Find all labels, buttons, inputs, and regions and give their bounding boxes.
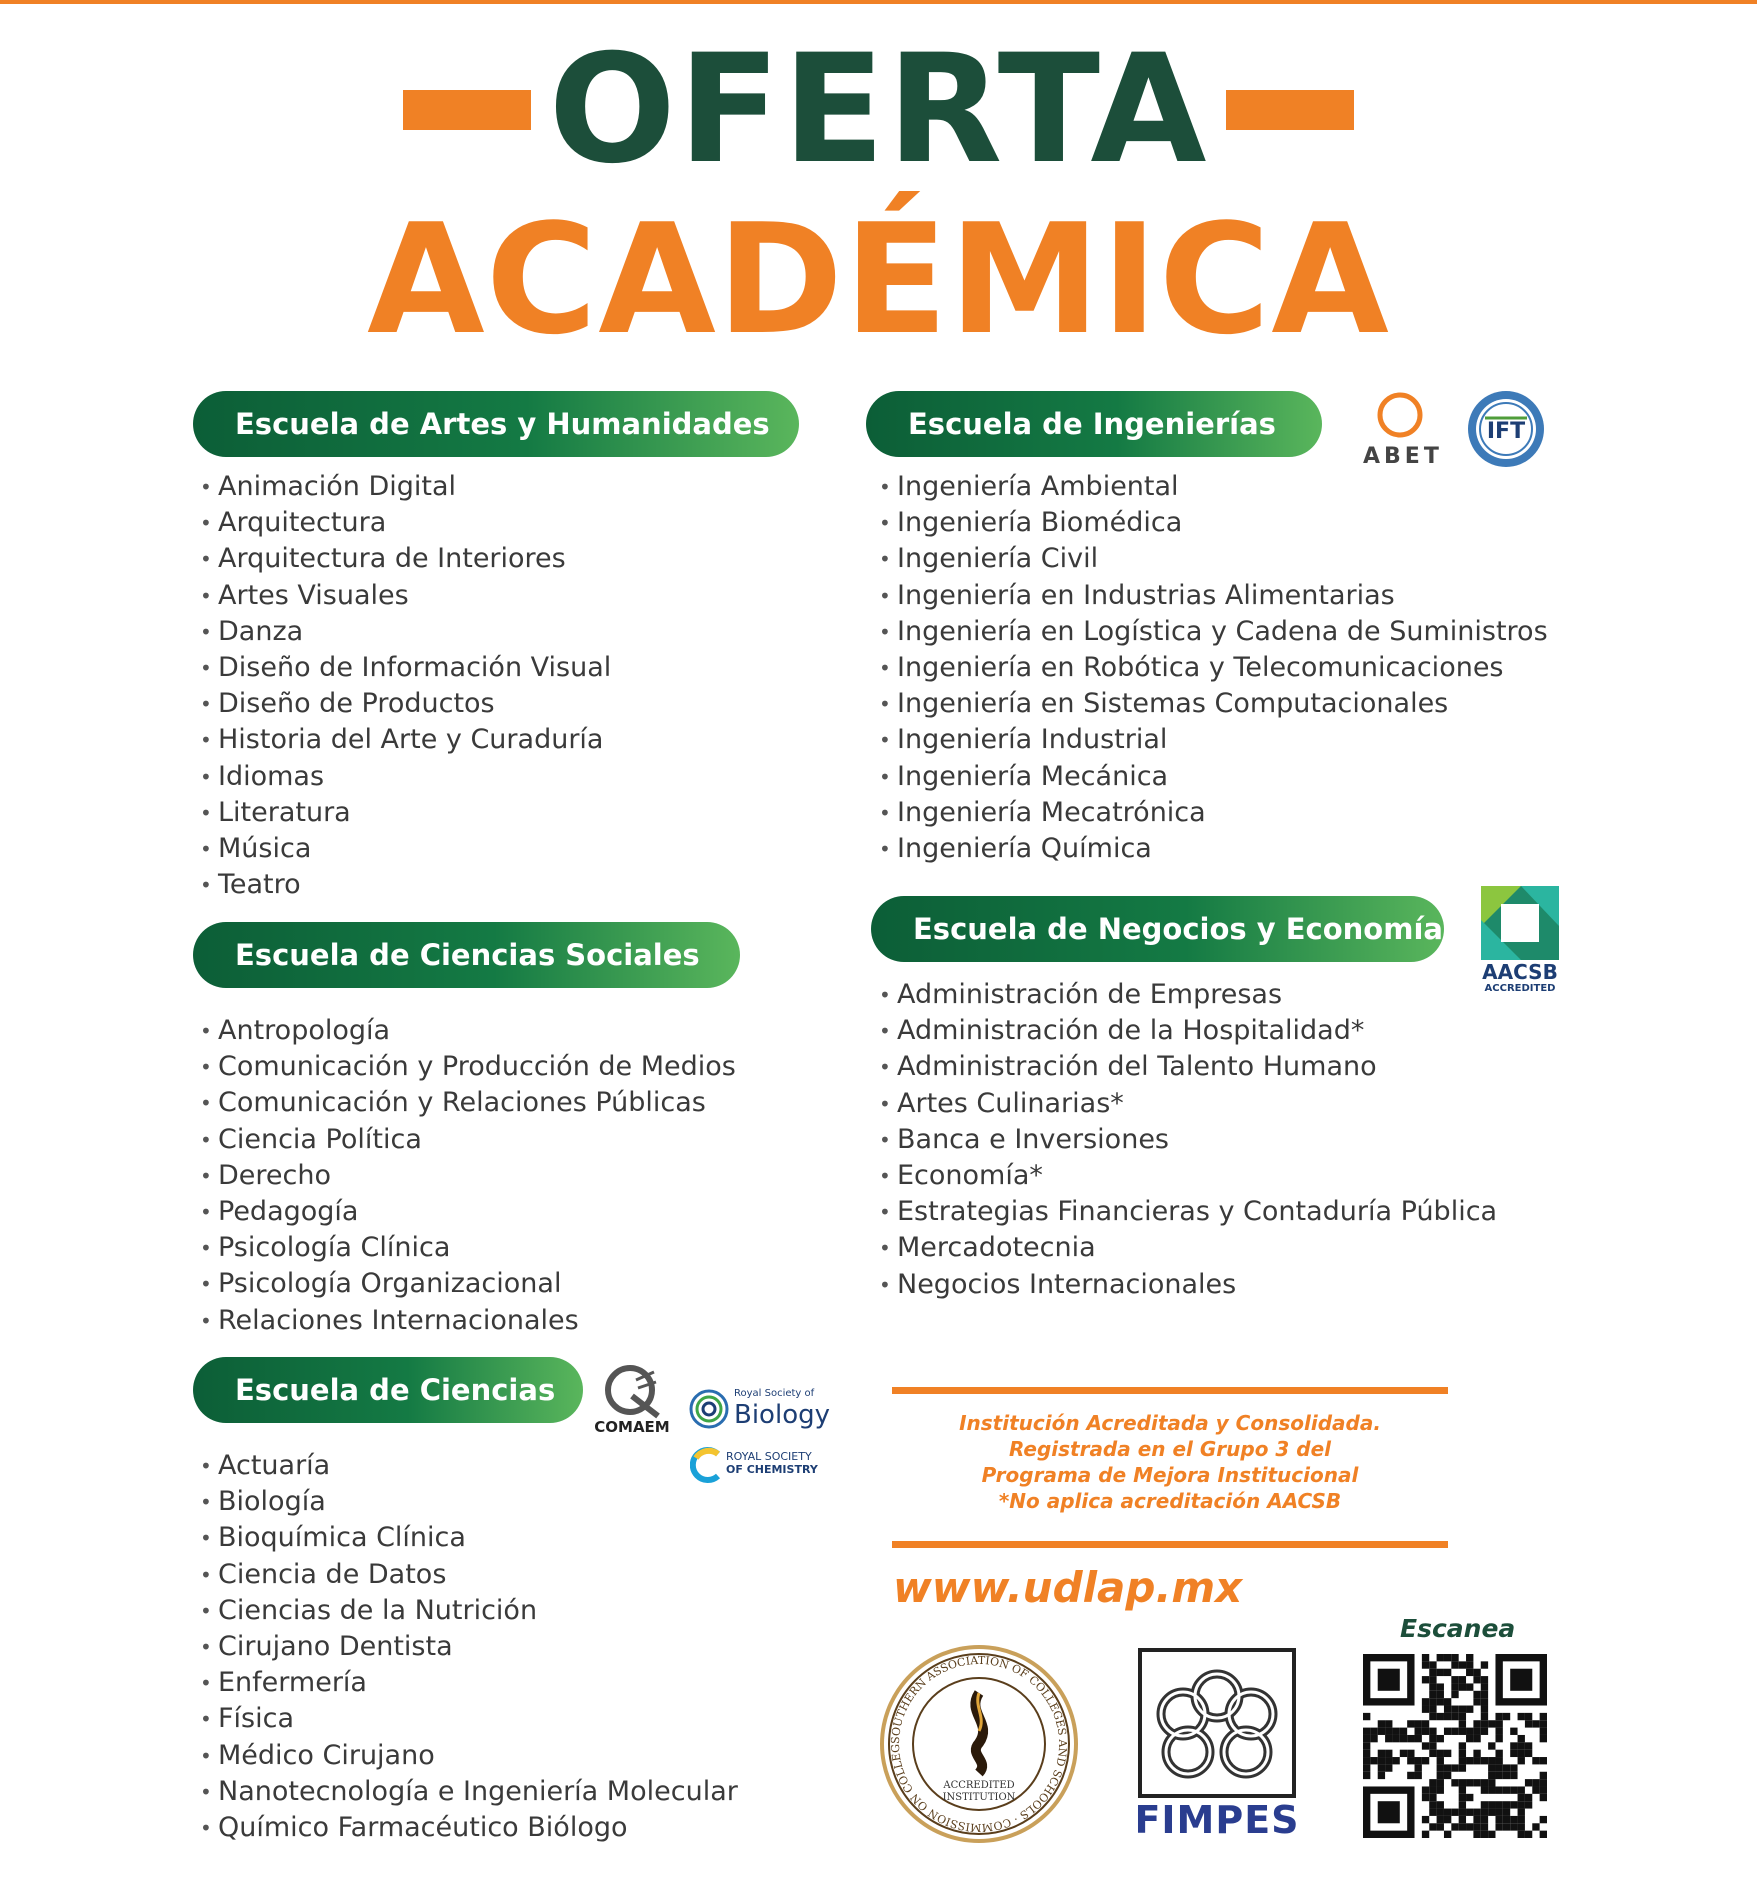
program-item: • Ciencia Política xyxy=(200,1122,736,1158)
program-item: • Negocios Internacionales xyxy=(879,1267,1497,1303)
fimpes-knot-icon xyxy=(1124,1648,1310,1798)
rsb-logo xyxy=(688,1386,828,1434)
svg-text:INSTITUTION: INSTITUTION xyxy=(942,1792,1016,1803)
program-item: • Ingeniería Mecatrónica xyxy=(879,795,1548,831)
program-item: • Administración del Talento Humano xyxy=(879,1049,1497,1085)
comaem-logo xyxy=(592,1362,672,1438)
school-header-artes: Escuela de Artes y Humanidades xyxy=(193,391,799,457)
program-item: • Ingeniería Ambiental xyxy=(879,469,1548,505)
program-item: • Diseño de Productos xyxy=(200,686,611,722)
program-item: • Ingeniería Industrial xyxy=(879,722,1548,758)
program-item: • Administración de la Hospitalidad* xyxy=(879,1013,1497,1049)
svg-text:IFT: IFT xyxy=(1486,419,1526,444)
comaem-label: COMAEM xyxy=(594,1418,670,1436)
program-item: • Comunicación y Relaciones Públicas xyxy=(200,1085,736,1121)
program-item: • Comunicación y Producción de Medios xyxy=(200,1049,736,1085)
program-item: • Psicología Clínica xyxy=(200,1230,736,1266)
comaem-mark-icon xyxy=(592,1362,672,1420)
program-item: • Relaciones Internacionales xyxy=(200,1303,736,1339)
scan-label: Escanea xyxy=(1400,1614,1516,1643)
rsc-logo xyxy=(690,1446,830,1486)
aacsb-sub: ACCREDITED xyxy=(1484,983,1556,994)
sacs-seal-icon xyxy=(878,1643,1080,1845)
program-item: • Cirujano Dentista xyxy=(200,1629,738,1665)
qr-code-icon xyxy=(1363,1654,1547,1838)
school-header-sociales: Escuela de Ciencias Sociales xyxy=(193,922,740,988)
program-item: • Física xyxy=(200,1701,738,1737)
program-item: • Ingeniería Mecánica xyxy=(879,759,1548,795)
title-dash-left xyxy=(403,90,531,130)
program-list-negocios xyxy=(879,977,1497,1303)
qr-code[interactable] xyxy=(1363,1654,1547,1838)
program-item: • Bioquímica Clínica xyxy=(200,1520,738,1556)
program-item: • Ciencia de Datos xyxy=(200,1557,738,1593)
program-item: • Ingeniería en Robótica y Telecomunicaciones xyxy=(879,650,1548,686)
ift-badge-icon xyxy=(1465,388,1547,470)
fimpes-label: FIMPES xyxy=(1134,1798,1300,1842)
title-dash-right xyxy=(1226,90,1354,130)
accreditation-line-1: Institución Acreditada y Consolidada. xyxy=(959,1411,1381,1435)
program-list-ingenierias xyxy=(879,469,1548,867)
rsb-big-label: Biology xyxy=(734,1400,830,1430)
program-item: • Mercadotecnia xyxy=(879,1230,1497,1266)
abet-logo xyxy=(1355,388,1455,470)
program-list-sociales xyxy=(200,1013,736,1339)
program-item: • Nanotecnología e Ingeniería Molecular xyxy=(200,1774,738,1810)
program-item: • Literatura xyxy=(200,795,611,831)
program-item: • Ingeniería Civil xyxy=(879,541,1548,577)
program-item: • Ingeniería Biomédica xyxy=(879,505,1548,541)
program-list-artes xyxy=(200,469,611,903)
program-item: • Ingeniería en Industrias Alimentarias xyxy=(879,578,1548,614)
program-list-ciencias xyxy=(200,1448,738,1846)
program-item: • Biología xyxy=(200,1484,738,1520)
program-item: • Idiomas xyxy=(200,759,611,795)
title-academica: ACADÉMICA xyxy=(367,191,1390,368)
program-item: • Ingeniería en Logística y Cadena de Suministros xyxy=(879,614,1548,650)
school-header-ingenierias: Escuela de Ingenierías xyxy=(866,391,1322,457)
program-item: • Teatro xyxy=(200,867,611,903)
program-item: • Música xyxy=(200,831,611,867)
program-item: • Actuaría xyxy=(200,1448,738,1484)
program-item: • Danza xyxy=(200,614,611,650)
program-item: • Médico Cirujano xyxy=(200,1738,738,1774)
program-item: • Arquitectura de Interiores xyxy=(200,541,611,577)
rsc-label-2: OF CHEMISTRY xyxy=(726,1463,818,1476)
svg-text:ACCREDITED: ACCREDITED xyxy=(943,1780,1015,1791)
accreditation-rule-top xyxy=(892,1387,1448,1394)
svg-text:SOUTHERN ASSOCIATION OF COLLEG: SOUTHERN ASSOCIATION OF COLLEGES AND SCHOOLS · COMMISSION ON COLLEG xyxy=(888,1653,1070,1835)
program-item: • Administración de Empresas xyxy=(879,977,1497,1013)
aacsb-label: AACSB xyxy=(1482,960,1558,984)
rsc-label-1: ROYAL SOCIETY xyxy=(726,1450,812,1463)
rsc-c-icon xyxy=(690,1446,724,1484)
program-item: • Ciencias de la Nutrición xyxy=(200,1593,738,1629)
program-item: • Arquitectura xyxy=(200,505,611,541)
program-item: • Economía* xyxy=(879,1158,1497,1194)
accreditation-line-4: *No aplica acreditación AACSB xyxy=(998,1489,1342,1513)
aacsb-mark-icon xyxy=(1481,886,1559,960)
top-accent-line xyxy=(0,0,1757,4)
program-item: • Químico Farmacéutico Biólogo xyxy=(200,1810,738,1846)
program-item: • Psicología Organizacional xyxy=(200,1266,736,1302)
accreditation-line-2: Registrada en el Grupo 3 del xyxy=(1008,1437,1332,1461)
rsb-small-label: Royal Society of xyxy=(734,1388,815,1399)
program-item: • Antropología xyxy=(200,1013,736,1049)
title-oferta: OFERTA xyxy=(548,23,1209,197)
program-item: • Historia del Arte y Curaduría xyxy=(200,722,611,758)
website-link[interactable]: www.udlap.mx xyxy=(893,1563,1243,1612)
sacs-seal xyxy=(878,1643,1080,1845)
title-line-1 xyxy=(0,23,1757,197)
accreditation-rule-bottom xyxy=(892,1541,1448,1548)
program-item: • Animación Digital xyxy=(200,469,611,505)
school-header-negocios: Escuela de Negocios y Economía xyxy=(871,896,1444,962)
ift-logo xyxy=(1465,388,1547,470)
accreditation-line-3: Programa de Mejora Institucional xyxy=(981,1463,1359,1487)
program-item: • Banca e Inversiones xyxy=(879,1122,1497,1158)
fimpes-logo xyxy=(1124,1648,1310,1848)
aacsb-logo xyxy=(1481,886,1559,996)
accreditation-note xyxy=(890,1410,1450,1514)
program-item: • Artes Visuales xyxy=(200,578,611,614)
program-item: • Pedagogía xyxy=(200,1194,736,1230)
program-item: • Enfermería xyxy=(200,1665,738,1701)
school-header-ciencias: Escuela de Ciencias xyxy=(193,1357,583,1423)
program-item: • Derecho xyxy=(200,1158,736,1194)
program-item: • Diseño de Información Visual xyxy=(200,650,611,686)
program-item: • Estrategias Financieras y Contaduría Pública xyxy=(879,1194,1497,1230)
abet-label: ABET xyxy=(1363,444,1443,469)
rsb-ring-icon xyxy=(688,1388,730,1430)
program-item: • Artes Culinarias* xyxy=(879,1086,1497,1122)
program-item: • Ingeniería Química xyxy=(879,831,1548,867)
program-item: • Ingeniería en Sistemas Computacionales xyxy=(879,686,1548,722)
